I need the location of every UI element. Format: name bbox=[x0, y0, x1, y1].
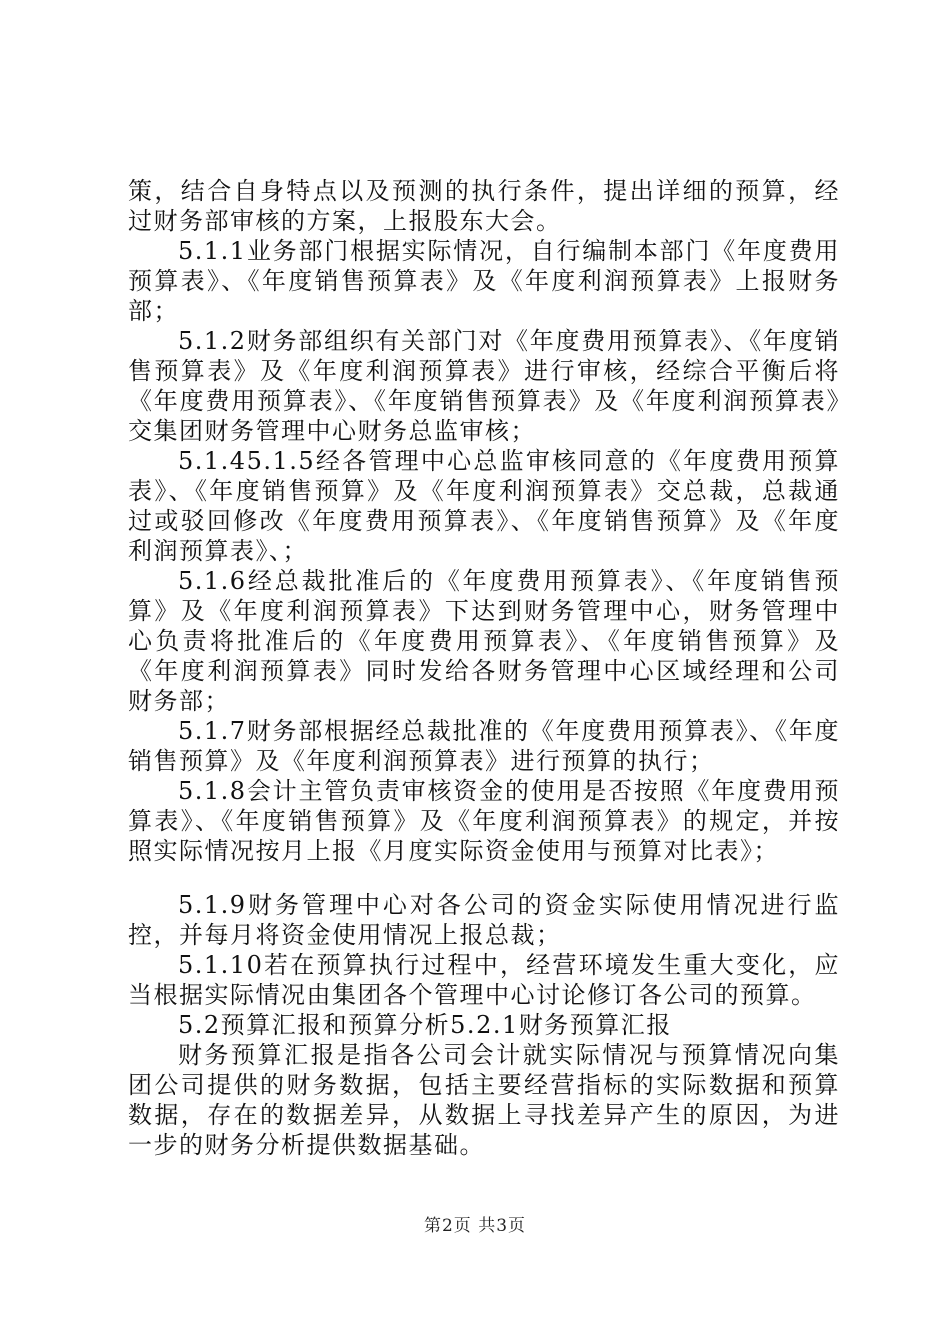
paragraph-5-1-2: 5.1.2财务部组织有关部门对《年度费用预算表》、《年度销售预算表》及《年度利润预算表》进行审核，经综合平衡后将《年度费用预算表》、《年度销售预算表》及《年度利润预算表》交集团财务管理中心财务总监审核； bbox=[128, 327, 840, 445]
paragraph-5-1-4-5: 5.1.45.1.5经各管理中心总监审核同意的《年度费用预算表》、《年度销售预算》及《年度利润预算表》交总裁，总裁通过或驳回修改《年度费用预算表》、《年度销售预算》及《年度利润预算表》、； bbox=[128, 447, 840, 565]
paragraph-5-1-9: 5.1.9财务管理中心对各公司的资金实际使用情况进行监控，并每月将资金使用情况上报总裁； bbox=[128, 891, 840, 949]
section-heading-5-2: 5.2预算汇报和预算分析5.2.1财务预算汇报 bbox=[178, 1011, 672, 1039]
document-body bbox=[128, 176, 840, 1160]
paragraph-5-1-10: 5.1.10若在预算执行过程中，经营环境发生重大变化，应当根据实际情况由集团各个管理中心讨论修订各公司的预算。 bbox=[128, 951, 840, 1009]
paragraph-5-1-8: 5.1.8会计主管负责审核资金的使用是否按照《年度费用预算表》、《年度销售预算》及《年度利润预算表》的规定，并按照实际情况按月上报《月度实际资金使用与预算对比表》； bbox=[128, 777, 840, 865]
page-number-footer: 第2页 共3页 bbox=[423, 1216, 527, 1236]
paragraph-continuation: 策，结合自身特点以及预测的执行条件，提出详细的预算，经过财务部审核的方案，上报股东大会。 bbox=[128, 177, 840, 235]
paragraph-spacer bbox=[128, 866, 840, 890]
paragraph-5-1-1: 5.1.1业务部门根据实际情况，自行编制本部门《年度费用预算表》、《年度销售预算表》及《年度利润预算表》上报财务部； bbox=[128, 237, 840, 325]
paragraph-5-1-7: 5.1.7财务部根据经总裁批准的《年度费用预算表》、《年度销售预算》及《年度利润预算表》进行预算的执行； bbox=[128, 717, 840, 775]
paragraph-budget-report: 财务预算汇报是指各公司会计就实际情况与预算情况向集团公司提供的财务数据，包括主要经营指标的实际数据和预算数据，存在的数据差异，从数据上寻找差异产生的原因，为进一步的财务分析提供数据基础。 bbox=[128, 1041, 840, 1159]
paragraph-5-1-6: 5.1.6经总裁批准后的《年度费用预算表》、《年度销售预算》及《年度利润预算表》下达到财务管理中心，财务管理中心负责将批准后的《年度费用预算表》、《年度销售预算》及《年度利润预算表》同时发给各财务管理中心区域经理和公司财务部； bbox=[128, 567, 840, 715]
